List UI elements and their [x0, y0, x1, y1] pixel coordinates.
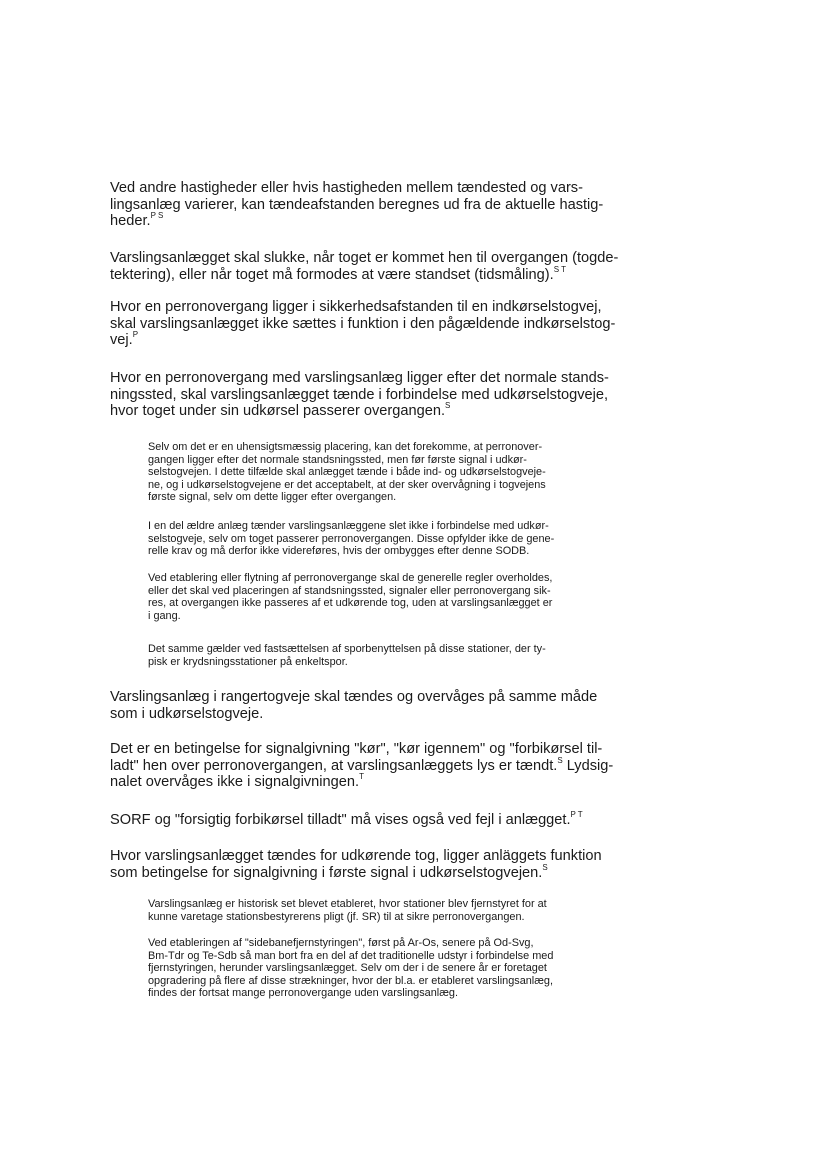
paragraph-shunting-route — [110, 689, 610, 722]
note-line: ne, og i udkørselstogvejene er det acceptabelt, at der sker overvågning i togvejens — [148, 478, 546, 491]
paragraph-sorf — [110, 812, 610, 829]
reference-superscript: P S — [150, 211, 164, 221]
note-line: Det samme gælder ved fastsættelsen af sporbenyttelsen på disse stationer, der ty- — [148, 643, 546, 655]
text-line: Varslingsanlæg i rangertogveje skal tændes og overvåges på samme måde — [110, 689, 598, 705]
text-line: Ved andre hastigheder eller hvis hastigheden mellem tændested og vars- — [110, 180, 583, 196]
paragraph-signal-condition — [110, 741, 614, 791]
reference-superscript: P T — [570, 810, 583, 820]
text-line: skal varslingsanlægget ikke sættes i funktion i den pågældende indkørselstog- — [110, 315, 616, 332]
paragraph-exit-route — [110, 370, 610, 420]
note-line: findes der fortsat mange perronovergange uden varslingsanlæg. — [148, 987, 458, 1000]
reference-superscript: P — [132, 330, 139, 340]
text-line: Hvor en perronovergang ligger i sikkerhedsafstanden til en indkørselstogvej, — [110, 299, 602, 315]
note-paragraph — [148, 898, 626, 923]
note-paragraph — [148, 520, 626, 558]
note-line: gangen ligger efter det normale standsningssted, men før første signal i udkør- — [148, 453, 527, 466]
note-paragraph — [148, 441, 626, 504]
note-line: pisk er krydsningsstationer på enkeltspor. — [148, 655, 348, 668]
text-line: Lydsig- — [562, 757, 614, 774]
text-line: Varslingsanlægget skal slukke, når toget er kommet hen til overgangen (togde- — [110, 250, 619, 266]
text-line: heder. — [110, 213, 151, 230]
text-line: tektering), eller når toget må formodes at være standset (tidsmåling). — [110, 266, 554, 283]
paragraph-safety-distance — [110, 299, 616, 349]
reference-superscript: T — [359, 772, 364, 782]
note-line: fjernstyringen, herunder varslingsanlægget. Selv om der i de senere år er foretaget — [148, 962, 547, 975]
paragraph-switch-off — [110, 250, 619, 283]
paragraph-speed-variation — [110, 180, 610, 230]
paragraph-exit-signal — [110, 848, 610, 881]
note-paragraph — [148, 643, 626, 668]
note-line: Ved etablering eller flytning af perronovergange skal de generelle regler overholdes, — [148, 572, 553, 584]
note-line: opgradering på flere af disse strækninger, hvor der bl.a. er etableret varslingsanlæg, — [148, 974, 553, 987]
text-line: vej. — [110, 332, 133, 349]
reference-superscript: S — [557, 755, 563, 765]
note-line: kunne varetage stationsbestyrerens pligt (jf. SR) til at sikre perronovergangen. — [148, 910, 525, 923]
text-line: hvor toget under sin udkørsel passerer overgangen. — [110, 403, 446, 420]
note-line: i gang. — [148, 609, 181, 622]
text-line: ladt" hen over perronovergangen, at varslingsanlæggets lys er tændt. — [110, 757, 558, 774]
note-line: selstogvejen. I dette tilfælde skal anlægget tænde i både ind- og udkørselstogveje- — [148, 466, 546, 479]
note-line: selstogveje, selv om toget passerer perronovergangen. Disse opfylder ikke de gene- — [148, 532, 555, 545]
reference-superscript: S — [445, 401, 451, 411]
note-line: Varslingsanlæg er historisk set blevet etableret, hvor stationer blev fjernstyret for at — [148, 898, 547, 910]
note-paragraph — [148, 937, 626, 1000]
note-line: Bm-Tdr og Te-Sdb så man bort fra en del af det traditionelle udstyr i forbindelse med — [148, 949, 554, 962]
reference-superscript: S T — [553, 264, 566, 274]
text-line: som i udkørselstogveje. — [110, 705, 264, 722]
text-line: ningssted, skal varslingsanlægget tænde i forbindelse med udkørselstogveje, — [110, 386, 609, 403]
note-line: relle krav og må derfor ikke videreføres, hvis der ombygges efter denne SODB. — [148, 545, 530, 558]
text-line: Hvor en perronovergang med varslingsanlæg ligger efter det normale stands- — [110, 370, 609, 386]
note-line: res, at overgangen ikke passeres af et udkørende tog, uden at varslingsanlægget er — [148, 597, 553, 610]
text-line: nalet overvåges ikke i signalgivningen. — [110, 774, 360, 791]
text-line: lingsanlæg varierer, kan tændeafstanden beregnes ud fra de aktuelle hastig- — [110, 196, 604, 213]
text-line: som betingelse for signalgivning i første signal i udkørselstogvejen. — [110, 864, 543, 881]
note-line: I en del ældre anlæg tænder varslingsanlæggene slet ikke i forbindelse med udkør- — [148, 520, 549, 532]
text-line: SORF og "forsigtig forbikørsel tilladt" må vises også ved fejl i anlægget. — [110, 812, 571, 828]
note-paragraph — [148, 572, 626, 622]
text-line: Det er en betingelse for signalgivning "kør", "kør igennem" og "forbikørsel til- — [110, 741, 603, 757]
note-line: Selv om det er en uhensigtsmæssig placering, kan det forekomme, at perronover- — [148, 441, 543, 453]
text-line: Hvor varslingsanlægget tændes for udkørende tog, ligger anläggets funktion — [110, 848, 602, 864]
note-line: første signal, selv om dette ligger efter overgangen. — [148, 491, 397, 504]
reference-superscript: S — [542, 862, 548, 872]
note-line: eller det skal ved placeringen af standsningssted, signaler eller perronovergang sik- — [148, 584, 551, 597]
note-line: Ved etableringen af "sidebanefjernstyringen", først på Ar-Os, senere på Od-Svg, — [148, 937, 534, 949]
